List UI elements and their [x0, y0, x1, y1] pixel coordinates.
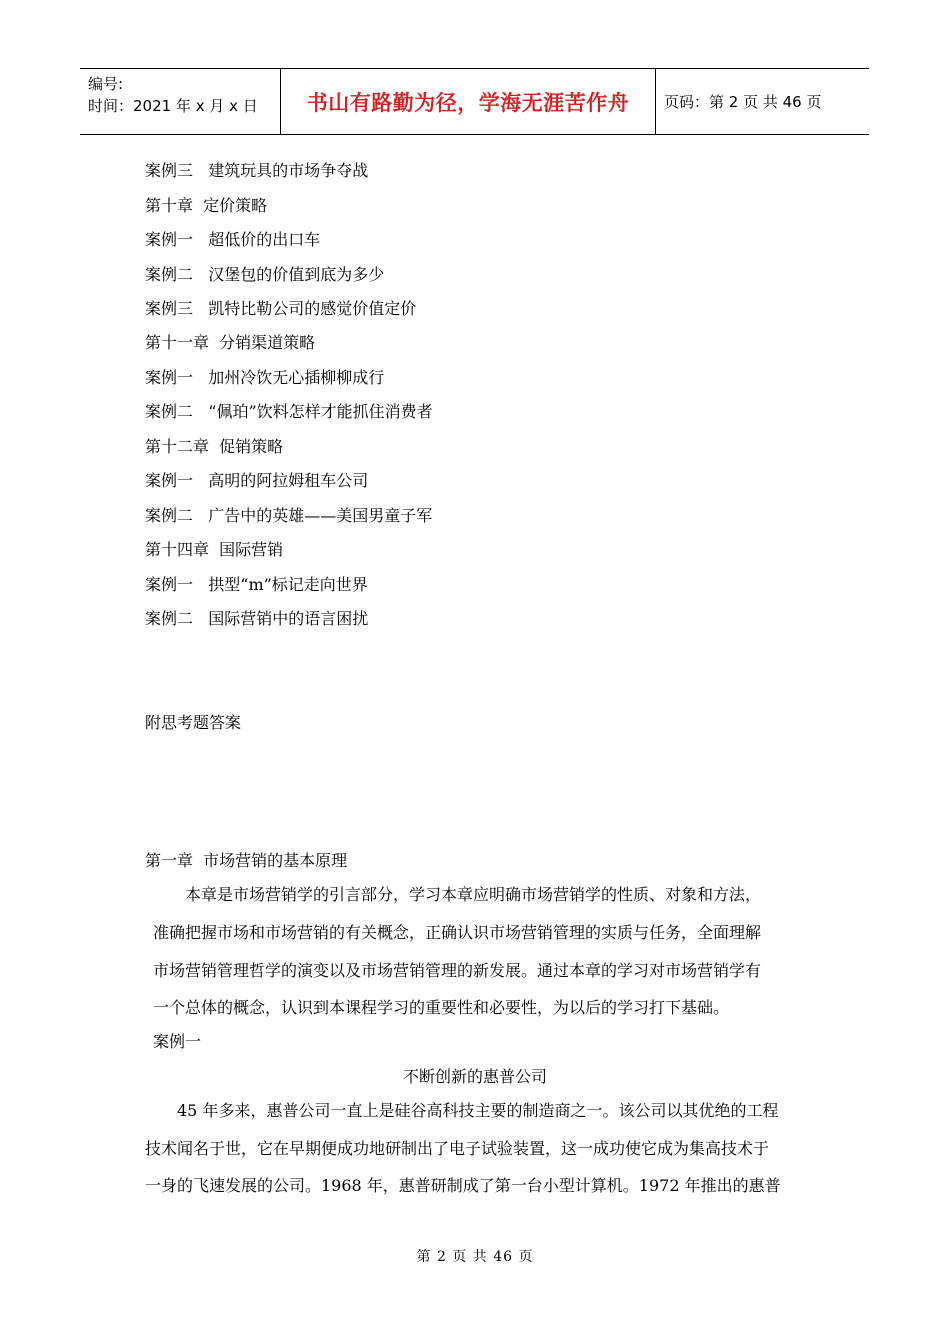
case-body-line: 45 年多来，惠普公司一直上是硅谷高科技主要的制造商之一。该公司以其优绝的工程: [177, 1101, 779, 1120]
page-header: [80, 68, 869, 135]
toc-item: 案例二 汉堡包的价值到底为多少: [145, 265, 385, 284]
toc-item: 第十二章 促销策略: [145, 437, 284, 456]
toc-item: 案例二 广告中的英雄——美国男童子军: [145, 506, 433, 525]
header-meta: [80, 69, 281, 134]
header-number-label: 编号:: [88, 75, 124, 93]
appendix-heading: 附思考题答案: [145, 713, 242, 732]
toc-item: 案例二 国际营销中的语言困扰: [145, 609, 369, 628]
case-title: 不断创新的惠普公司: [402, 1067, 547, 1086]
toc-item: 案例三 凯特比勒公司的感觉价值定价: [145, 299, 417, 318]
page-footer: 第 2 页 共 46 页: [416, 1249, 534, 1265]
header-time-label: 时间：2021 年 x 月 x 日: [88, 97, 258, 115]
toc-item: 案例一 高明的阿拉姆租车公司: [145, 471, 369, 490]
intro-line: 本章是市场营销学的引言部分，学习本章应明确市场营销学的性质、对象和方法，: [185, 885, 762, 904]
case-label: 案例一: [153, 1032, 202, 1051]
toc-item: 第十四章 国际营销: [145, 540, 284, 559]
toc-item: 案例三 建筑玩具的市场争夺战: [145, 161, 369, 180]
header-motto: 书山有路勤为径，学海无涯苦作舟: [281, 69, 656, 134]
toc-item: 案例一 超低价的出口车: [145, 230, 321, 249]
intro-line: 一个总体的概念，认识到本课程学习的重要性和必要性，为以后的学习打下基础。: [153, 998, 730, 1017]
chapter-title: 第一章 市场营销的基本原理: [145, 851, 348, 870]
intro-line: 准确把握市场和市场营销的有关概念，正确认识市场营销管理的实质与任务，全面理解: [153, 923, 762, 942]
toc-item: 第十章 定价策略: [145, 196, 268, 215]
toc-item: 第十一章 分销渠道策略: [145, 333, 316, 352]
toc-item: 案例一 拱型“m”标记走向世界: [145, 575, 368, 594]
case-body-line: 一身的飞速发展的公司。1968 年，惠普研制成了第一台小型计算机。1972 年推出的惠普: [145, 1176, 781, 1195]
case-body-line: 技术闻名于世，它在早期便成功地研制出了电子试验装置，这一成功使它成为集高技术于: [145, 1139, 770, 1158]
header-page-label: 页码：第 2 页 共 46 页: [664, 93, 822, 111]
toc-item: 案例一 加州冷饮无心插柳柳成行: [145, 368, 385, 387]
intro-line: 市场营销管理哲学的演变以及市场营销管理的新发展。通过本章的学习对市场营销学有: [153, 961, 762, 980]
toc-item: 案例二 “佩珀”饮料怎样才能抓住消费者: [145, 402, 433, 421]
